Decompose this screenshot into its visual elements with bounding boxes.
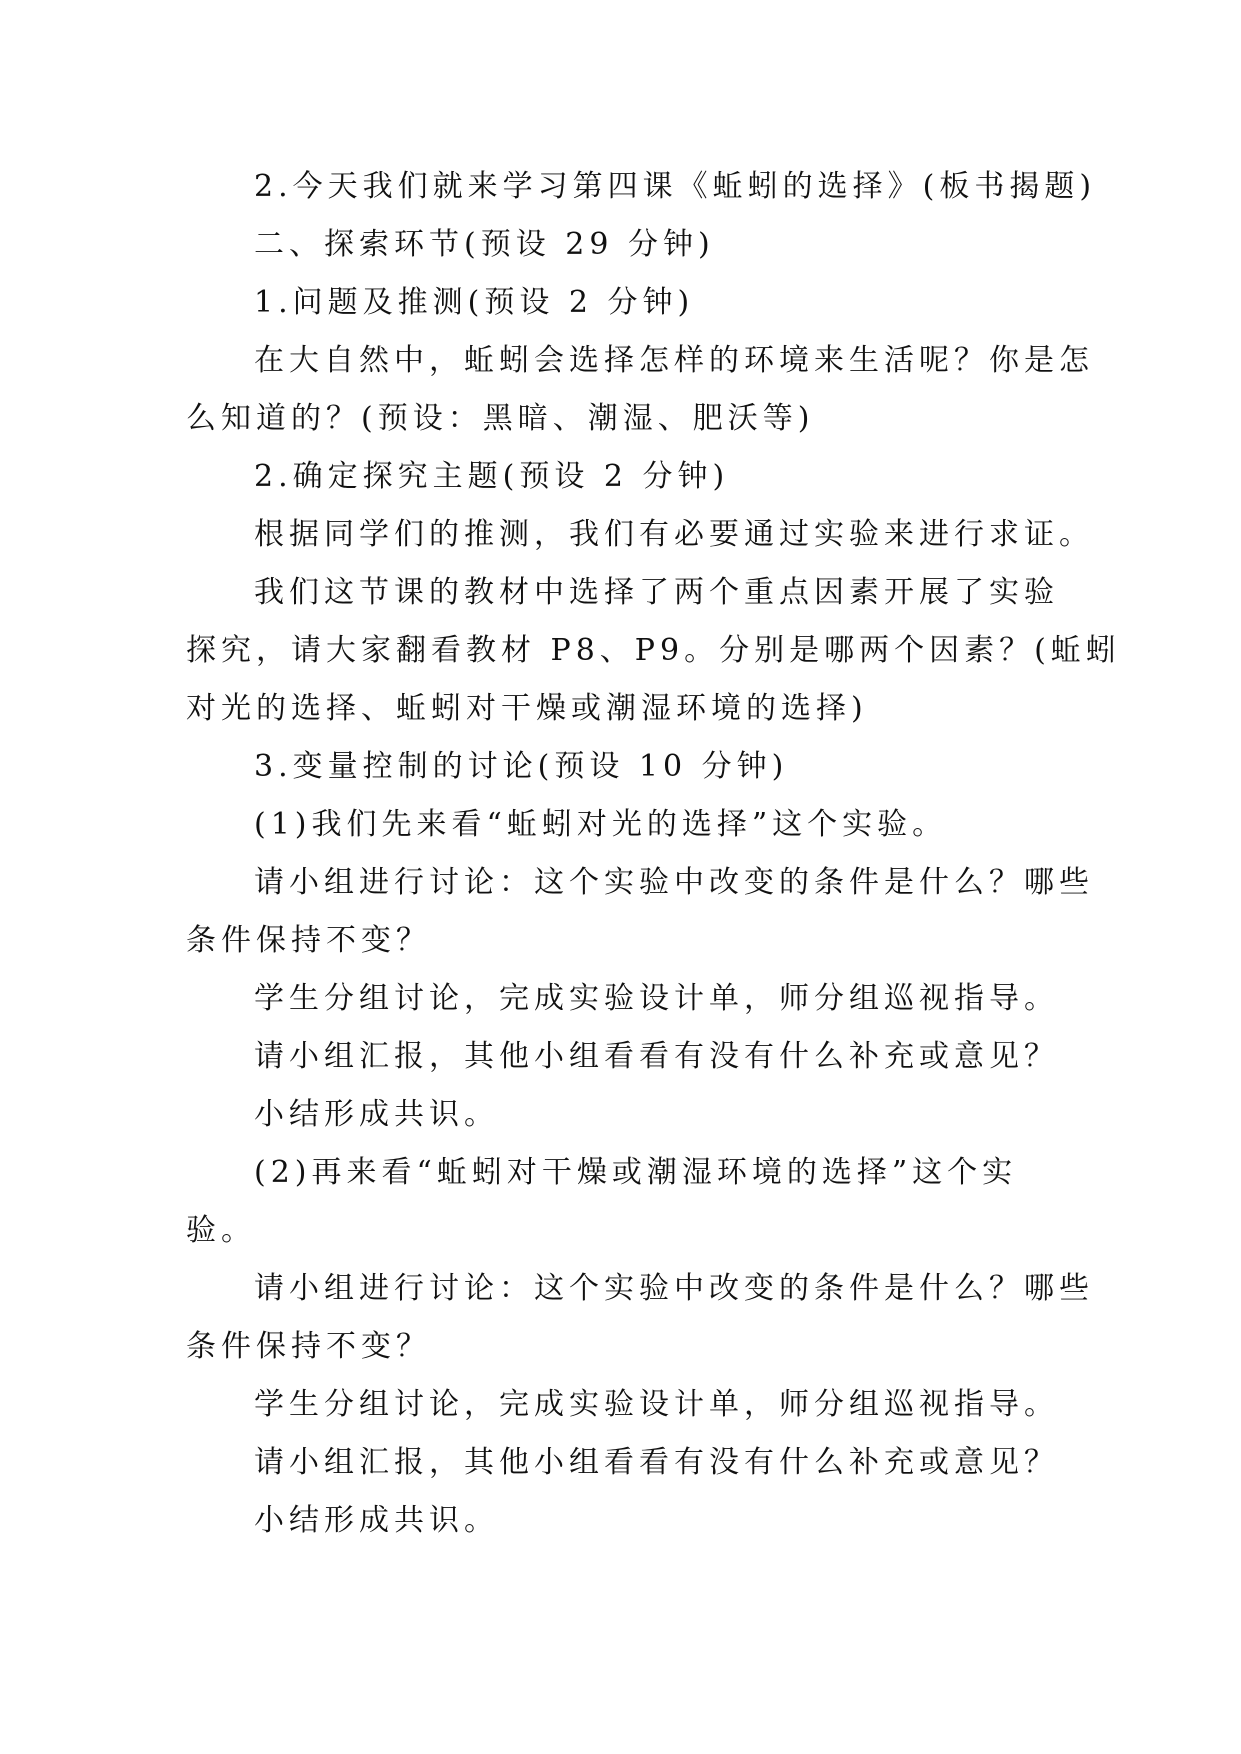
- paragraph-line: 学生分组讨论，完成实验设计单，师分组巡视指导。: [254, 981, 1059, 1016]
- paragraph-line: 2.今天我们就来学习第四课《蚯蚓的选择》(板书揭题): [254, 169, 1097, 204]
- paragraph-line: 小结形成共识。: [254, 1097, 499, 1132]
- paragraph-line: 小结形成共识。: [254, 1503, 499, 1538]
- paragraph-line: 在大自然中，蚯蚓会选择怎样的环境来生活呢？你是怎: [254, 343, 1094, 378]
- paragraph-line: 根据同学们的推测，我们有必要通过实验来进行求证。: [254, 517, 1094, 552]
- subsection-heading: 2.确定探究主题(预设 2 分钟): [254, 459, 730, 494]
- paragraph-line: 请小组汇报，其他小组看看有没有什么补充或意见？: [254, 1445, 1059, 1480]
- paragraph-line: (2)再来看“蚯蚓对干燥或潮湿环境的选择”这个实: [254, 1155, 1018, 1190]
- paragraph-line: 我们这节课的教材中选择了两个重点因素开展了实验: [254, 575, 1059, 610]
- subsection-heading: 3.变量控制的讨论(预设 10 分钟): [254, 749, 789, 784]
- paragraph-line: 条件保持不变？: [186, 923, 431, 958]
- paragraph-line: 请小组汇报，其他小组看看有没有什么补充或意见？: [254, 1039, 1059, 1074]
- paragraph-line: (1)我们先来看“蚯蚓对光的选择”这个实验。: [254, 807, 948, 842]
- paragraph-line: 探究，请大家翻看教材 P8、P9。分别是哪两个因素？(蚯蚓: [186, 633, 1121, 668]
- paragraph-line: 么知道的？(预设：黑暗、潮湿、肥沃等): [186, 401, 815, 436]
- section-heading: 二、探索环节(预设 29 分钟): [254, 227, 715, 262]
- paragraph-line: 条件保持不变？: [186, 1329, 431, 1364]
- paragraph-line: 学生分组讨论，完成实验设计单，师分组巡视指导。: [254, 1387, 1059, 1422]
- subsection-heading: 1.问题及推测(预设 2 分钟): [254, 285, 695, 320]
- paragraph-line: 请小组进行讨论：这个实验中改变的条件是什么？哪些: [254, 865, 1094, 900]
- paragraph-line: 验。: [186, 1213, 256, 1248]
- document-body: [186, 158, 1121, 1550]
- paragraph-line: 对光的选择、蚯蚓对干燥或潮湿环境的选择): [186, 691, 868, 726]
- paragraph-line: 请小组进行讨论：这个实验中改变的条件是什么？哪些: [254, 1271, 1094, 1306]
